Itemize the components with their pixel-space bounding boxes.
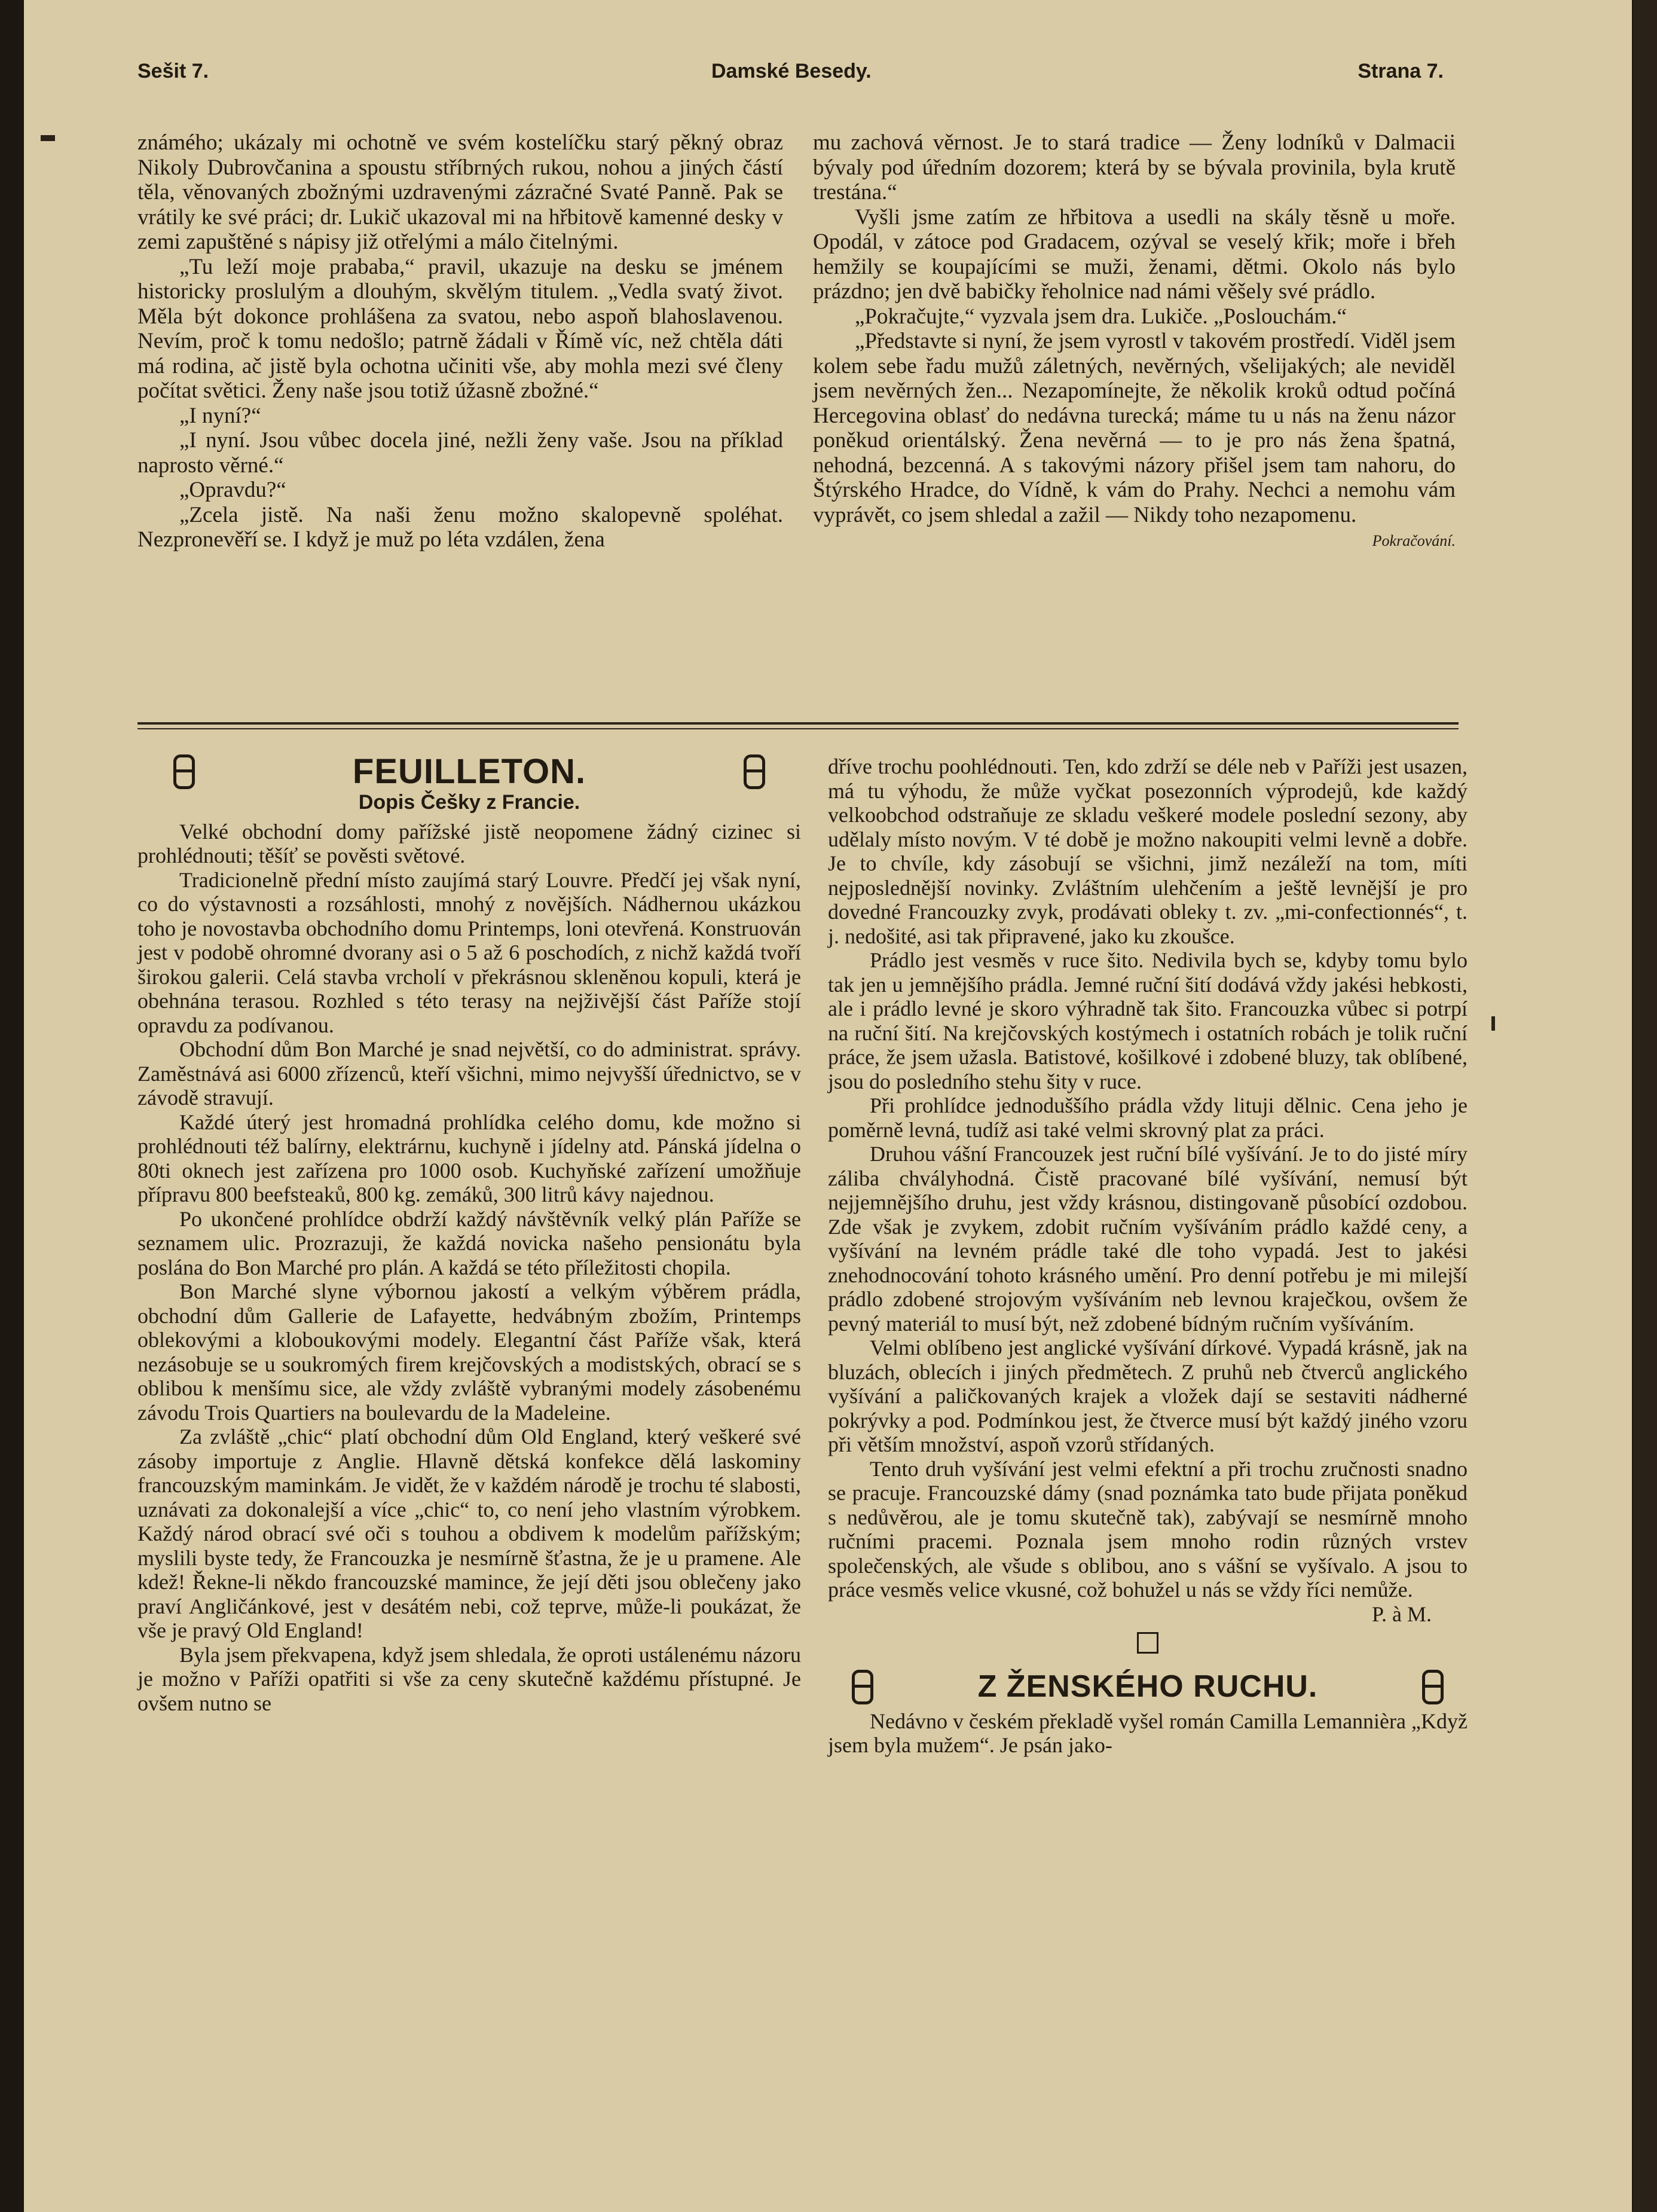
feuilleton-title: FEUILLETON. [352,751,586,791]
end-mark [828,1632,1468,1659]
header-issue: Sešit 7. [137,60,209,83]
section-divider [137,722,1459,725]
paragraph: Bon Marché slyne výbornou jakostí a velkým výběrem prádla, obchodní dům Gallerie de Lafayette, hedvábným zbožím, Printemps oblekovými a kloboukovými modely. Elegantní část Paříže však, která nezásobuje se u soukromých firem krejčovských a modistských, obrací se s oblibou k menšímu sice, ale vždy zvláště vybranými modely zásobenému závodu Trois Quartiers na boulevardu de la Madeleine. [137,1279,801,1425]
paragraph: známého; ukázaly mi ochotně ve svém kostelíčku starý pěkný obraz Nikoly Dubrovčanina a spoustu stříbrných rukou, nohou a jiných částí těla, věnovaných zbožnými uzdravenými zázračné Svaté Panně. Pak se vrátily ke své práci; dr. Lukič ukazoval mi na hřbitově kamenné desky v zemi zapuštěné s nápisy již otřelými a málo čitelnými. [137,130,783,254]
top-left-column [137,130,783,552]
zensky-ruch-title: Z ŽENSKÉHO RUCHU. [977,1669,1318,1704]
feuilleton-right-column [828,754,1468,1758]
margin-mark [1491,1016,1495,1031]
paragraph: „Opravdu?“ [179,478,286,502]
paragraph: mu zachová věrnost. Je to stará tradice — Ženy lodníků v Dalmacii bývaly pod úředním dozorem; která by se bývala provinila, byla krutě trestána.“ [813,130,1456,204]
section-divider-thin [137,728,1459,729]
square-icon [1137,1632,1158,1654]
paragraph: Nedávno v českém překladě vyšel román Camilla Lemannièra „Když jsem byla mužem“. Je psán jako- [828,1709,1468,1757]
continued-note: Pokračování. [1372,532,1456,549]
paragraph: Velmi oblíbeno jest anglické vyšívání dírkové. Vypadá krásně, jak na bluzách, oblecích i jiných předmětech. Z pruhů neb čtverců anglického vyšívání a paličkovaných krajek a vložek dají se sestaviti nádherné pokrývky a pod. Podmínkou jest, že čtverce musí být každý jiného vzoru při větším množství, aspoň vzorů střídaných. [828,1336,1468,1456]
paragraph: „I nyní?“ [179,403,261,428]
paragraph: Každé úterý jest hromadná prohlídka celého domu, kde možno si prohlédnouti též balírny, elektrárnu, kuchyně i jídelny atd. Pánská jídelna o 80ti oknech jest zařízena pro 1000 osob. Kuchyňské zařízení umožňuje přípravu 800 beefsteaků, 800 kg. zemáků, 300 litrů kávy najednou. [137,1110,801,1206]
ornament-icon [744,754,765,789]
paragraph: dříve trochu poohlédnouti. Ten, kdo zdrží se déle neb v Paříži jest usazen, má tu výhodu, že může vyčkat posezonních výprodejů, kde každý velkoobchod odstraňuje ze skladu veškeré modele poslední sezony, aby udělaly místo novým. V té době je možno nakoupiti velmi levně a dobře. Je to chvíle, kdy zásobují se všichni, jimž nezáleží na tom, míti nejposlednější novinky. Zvláštním ulehčením a ještě levnější je pro dovedné Francouzky zvyk, prodávati obleky t. zv. „mi-confectionnés“, t. j. nedošité, asi tak připravené, jako ku zkoušce. [828,754,1468,948]
page [24,0,1632,2212]
page-header [137,60,1444,96]
feuilleton-subtitle: Dopis Češky z Francie. [358,791,580,814]
paragraph: „Zcela jistě. Na naši ženu možno skalopevně spoléhat. Nezpronevěří se. I když je muž po léta vzdálen, žena [137,502,783,552]
paragraph: Tradicionelně přední místo zaujímá starý Louvre. Předčí jej však nyní, co do výstavnosti a rozsáhlosti, mnohý z novějších. Nádhernou ukázkou toho je novostavba obchodního domu Printemps, loni otevřená. Konstruován jest v podobě ohromné dvorany asi o 5 až 6 poschodích, z nichž každá tvoří širokou galerii. Celá stavba vrcholí v překrásnou skleněnou kopuli, která je obehnána terasou. Rozhled s této terasy na nejživější část Paříže stojí opravdu za podívanou. [137,867,801,1037]
ornament-icon [173,754,195,789]
paragraph: Velké obchodní domy pařížské jistě neopomene žádný cizinec si prohlédnouti; těšíť se pověsti světové. [137,819,801,867]
paragraph: Byla jsem překvapena, když jsem shledala, že oproti ustálenému názoru je možno v Paříži opatřiti si vše za ceny skutečně každému přístupné. Je ovšem nutno se [137,1642,801,1715]
paragraph: Vyšli jsme zatím ze hřbitova a usedli na skály těsně u moře. Opodál, v zátoce pod Gradacem, ozýval se veselý křik; moře i břeh hemžily se koupajícími se muži, ženami, dětmi. Okolo nás bylo prázdno; jen dvě babičky řeholnice nad námi věšely své prádlo. [813,204,1456,304]
paragraph: „Tu leží moje prababa,“ pravil, ukazuje na desku se jménem historicky proslulým a dlouhým, skvělým titulem. „Vedla svatý život. Měla být dokonce prohlášena za svatou, nebo aspoň blahoslavenou. Nevím, proč k tomu nedošlo; patrně žádali v Římě víc, než chtěla dáti má rodina, ač jistě byla ochotna učiniti vše, aby mohla mezi své členy počítat světici. Ženy naše jsou totiž úžasně zbožné.“ [137,254,783,403]
feuilleton-heading [137,751,801,791]
ornament-icon [1422,1670,1444,1704]
ornament-icon [852,1670,873,1704]
header-title: Damské Besedy. [711,60,872,83]
paragraph: Za zvláště „chic“ platí obchodní dům Old England, který veškeré své zásoby importuje z Anglie. Hlavně dětská konfekce dělá laskominy francouzským maminkám. Je vidět, že v každém národě je trochu té slabosti, uznávati za dokonalejší a více „chic“ to, co není jeho vlastním výrobkem. Každý národ obrací své oči s touhou a obdivem k modelům pařížským; myslili byste tedy, že Francouzka je nesmírně šťastna, že je u pramene. Ale kdež! Řekne-li někdo francouzské mamince, že její děti jsou oblečeny jako praví Angličánkové, jest v desátém nebi, což teprve, může-li poukázat, že vše je pravý Old England! [137,1425,801,1642]
paragraph: Při prohlídce jednoduššího prádla vždy lituji dělnic. Cena jeho je poměrně levná, tudíž asi také velmi skrovný plat za práci. [828,1093,1468,1142]
feuilleton-left-column [137,751,801,1715]
paragraph: Po ukončené prohlídce obdrží každý návštěvník velký plán Paříže se seznamem ulic. Prozrazuji, že každá novicka našeho pensionátu byla poslána do Bon Marché pro plán. A každá se této příležitosti chopila. [137,1206,801,1279]
paragraph: „I nyní. Jsou vůbec docela jiné, nežli ženy vaše. Jsou na příklad naprosto věrné.“ [137,428,783,478]
header-page: Strana 7. [1358,60,1444,83]
paragraph: Tento druh vyšívání jest velmi efektní a při trochu zručnosti snadno se pracuje. Francouzské dámy (snad poznámka tato bude přijata poněkud s nedůvěrou, ale je tomu skutečně tak), zabývají se nesmírně mnoho ručními pracemi. Poznala jsem mnoho rodin různých vrstev společenských, ale všude s oblibou, ano s vášní se vyšívalo. A jsou to práce vesměs velice vkusné, což bohužel u nás se vždy říci nemůže. [828,1456,1468,1602]
zensky-ruch-heading [828,1670,1468,1704]
paragraph: Obchodní dům Bon Marché je snad největší, co do administrat. správy. Zaměstnává asi 6000 zřízenců, kteří všichni, mimo nejvyšší úřednictvo, se v závodě stravují. [137,1037,801,1110]
paragraph: Druhou vášní Francouzek jest ruční bílé vyšívání. Je to do jisté míry záliba chvályhodná. Čistě pracované bílé vyšívání, nemusí být nejjemnějšího druhu, jest vždy krásnou, distingovaně působící ozdobou. Zde však je zvykem, zdobit ručním vyšíváním prádlo každé ceny, a vyšívání na levném prádle také dle toho vypadá. Jest to jakési znehodnocování tohoto krásného umění. Pro denní potřebu je mi milejší prádlo zdobené strojovým vyšíváním neb levnou kraječkou, ovšem že pevný materiál to musí být, než zdobené bídným ručním vyšíváním. [828,1142,1468,1336]
page-edge [1633,0,1657,2212]
top-right-column [813,130,1456,554]
paragraph: „Pokračujte,“ vyzvala jsem dra. Lukiče. „Poslouchám.“ [855,304,1347,329]
feuilleton-signature: P. à M. [1371,1602,1432,1626]
paragraph: Prádlo jest vesměs v ruce šito. Nedivila bych se, kdyby tomu bylo tak jen u jemnějšího prádla. Jemné ruční šití dodává vždy jakési hebkosti, ale i prádlo levné je skoro výhradně tak šito. Francouzka vůbec si potrpí na ruční šití. Na krejčovských kostýmech i ostatních robách je tolik ruční práce, že jsem užasla. Batistové, košilkové i zdobené bluzy, tak oblíbené, jsou do posledního stehu šity v ruce. [828,948,1468,1093]
paragraph: „Představte si nyní, že jsem vyrostl v takovém prostředí. Viděl jsem kolem sebe řadu mužů záletných, nevěrných, všelijakých; ale neviděl jsem nevěrných žen... Nezapomínejte, že několik kroků odtud počíná Hercegovina oblasť do nedávna turecká; máme tu u nás na ženu názor poněkud orientálský. Žena nevěrná — to je pro nás žena špatná, nehodná, bezcenná. A s takovými názory přišel jsem tam nahoru, do Štýrského Hradce, do Vídně, k vám do Prahy. Nechci a nemohu vám vyprávět, co jsem shledal a zažil — Nikdy toho nezapomenu. [813,329,1456,527]
margin-mark [41,135,55,141]
